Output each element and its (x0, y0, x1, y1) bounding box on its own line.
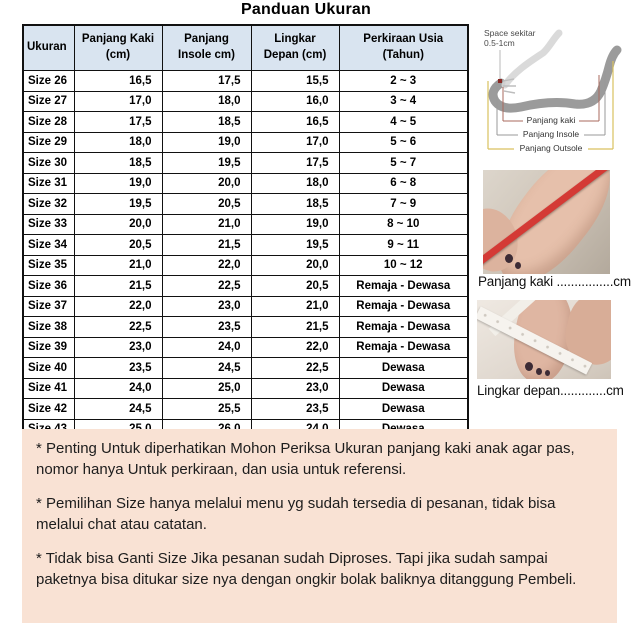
toenail (536, 368, 542, 375)
value-cell: Remaja - Dewasa (339, 296, 468, 317)
value-cell: 17,5 (74, 112, 162, 133)
value-cell: 22,5 (74, 317, 162, 338)
foot-measure-diagram (479, 23, 636, 166)
size-cell: Size 38 (23, 317, 74, 338)
value-cell: 15,5 (251, 71, 339, 92)
size-cell: Size 40 (23, 358, 74, 379)
value-cell: 18,5 (74, 153, 162, 174)
value-cell: 17,5 (162, 71, 251, 92)
size-cell: Size 28 (23, 112, 74, 133)
value-cell: 23,0 (162, 296, 251, 317)
caption-panjang-kaki: Panjang kaki ................cm (478, 274, 631, 289)
size-cell: Size 42 (23, 399, 74, 420)
notes-box (22, 429, 617, 623)
value-cell: 5 ~ 7 (339, 153, 468, 174)
space-note-line1: Space sekitar (484, 28, 536, 38)
size-cell: Size 32 (23, 194, 74, 215)
value-cell: 24,0 (74, 378, 162, 399)
note-paragraph: * Penting Untuk diperhatikan Mohon Periksa Ukuran panjang kaki anak agar pas, nomor hanya Untuk perkiraan, dan usia untuk referensi. (36, 440, 575, 478)
size-cell: Size 41 (23, 378, 74, 399)
value-cell: 18,0 (162, 91, 251, 112)
value-cell: 25,5 (162, 399, 251, 420)
size-cell: Size 39 (23, 337, 74, 358)
value-cell: Dewasa (339, 399, 468, 420)
value-cell: 8 ~ 10 (339, 214, 468, 235)
column-header: Ukuran (23, 25, 74, 71)
value-cell: 16,5 (74, 71, 162, 92)
value-cell: 22,5 (251, 358, 339, 379)
value-cell: 20,0 (162, 173, 251, 194)
value-cell: 21,0 (251, 296, 339, 317)
value-cell: 10 ~ 12 (339, 255, 468, 276)
toe-marker (498, 79, 502, 83)
value-cell: 24,0 (162, 337, 251, 358)
size-table (22, 24, 469, 441)
table-row (23, 235, 468, 256)
toenail (505, 254, 513, 263)
value-cell: 21,5 (162, 235, 251, 256)
value-cell: 22,5 (162, 276, 251, 297)
value-cell: 24,5 (162, 358, 251, 379)
value-cell: 18,0 (74, 132, 162, 153)
table-row (23, 399, 468, 420)
value-cell: Dewasa (339, 378, 468, 399)
toenail (525, 362, 533, 371)
size-cell: Size 34 (23, 235, 74, 256)
value-cell: 19,5 (162, 153, 251, 174)
space-note-line2: 0.5-1cm (484, 38, 515, 48)
value-cell: 4 ~ 5 (339, 112, 468, 133)
table-row (23, 296, 468, 317)
value-cell: 21,5 (74, 276, 162, 297)
size-cell: Size 37 (23, 296, 74, 317)
value-cell: 16,0 (251, 91, 339, 112)
column-header: Panjang Kaki (cm) (74, 25, 162, 71)
size-table-header-row (23, 25, 468, 71)
size-cell: Size 30 (23, 153, 74, 174)
value-cell: 21,0 (162, 214, 251, 235)
page-title: Panduan Ukuran (241, 1, 371, 18)
value-cell: 20,0 (74, 214, 162, 235)
photo-lingkar-depan (477, 300, 611, 379)
value-cell: 20,5 (162, 194, 251, 215)
table-row (23, 255, 468, 276)
toenail (515, 262, 521, 269)
value-cell: 23,5 (162, 317, 251, 338)
value-cell: 16,5 (251, 112, 339, 133)
size-cell: Size 35 (23, 255, 74, 276)
value-cell: 25,0 (162, 378, 251, 399)
value-cell: 23,5 (251, 399, 339, 420)
value-cell: 19,0 (74, 173, 162, 194)
table-row (23, 112, 468, 133)
value-cell: 22,0 (162, 255, 251, 276)
value-cell: 19,5 (251, 235, 339, 256)
column-header: Panjang Insole cm) (162, 25, 251, 71)
size-cell: Size 27 (23, 91, 74, 112)
value-cell: 17,0 (251, 132, 339, 153)
value-cell: 21,5 (251, 317, 339, 338)
size-cell: Size 36 (23, 276, 74, 297)
size-cell: Size 33 (23, 214, 74, 235)
toenail (545, 370, 550, 376)
value-cell: 23,0 (74, 337, 162, 358)
value-cell: 22,0 (74, 296, 162, 317)
photo-panjang-kaki (483, 170, 610, 274)
value-cell: 5 ~ 6 (339, 132, 468, 153)
value-cell: 2 ~ 3 (339, 71, 468, 92)
size-table-body (23, 71, 468, 441)
value-cell: 19,0 (162, 132, 251, 153)
table-row (23, 358, 468, 379)
value-cell: 24,5 (74, 399, 162, 420)
value-cell: Remaja - Dewasa (339, 317, 468, 338)
caption-lingkar-depan: Lingkar depan.............cm (477, 383, 624, 398)
value-cell: 20,5 (251, 276, 339, 297)
value-cell: 17,5 (251, 153, 339, 174)
value-cell: 21,0 (74, 255, 162, 276)
label-panjang-kaki: Panjang kaki (526, 115, 576, 125)
size-cell: Size 29 (23, 132, 74, 153)
table-row (23, 71, 468, 92)
value-cell: 9 ~ 11 (339, 235, 468, 256)
size-cell: Size 31 (23, 173, 74, 194)
value-cell: Remaja - Dewasa (339, 276, 468, 297)
value-cell: 18,5 (251, 194, 339, 215)
value-cell: 19,5 (74, 194, 162, 215)
column-header: Lingkar Depan (cm) (251, 25, 339, 71)
table-row (23, 317, 468, 338)
value-cell: 6 ~ 8 (339, 173, 468, 194)
table-row (23, 173, 468, 194)
value-cell: Dewasa (339, 358, 468, 379)
value-cell: 19,0 (251, 214, 339, 235)
note-paragraph: * Tidak bisa Ganti Size Jika pesanan sudah Diproses. Tapi jika sudah sampai paketnya bisa ditukar size nya dengan ongkir bolak baliknya ditanggung Pembeli. (36, 550, 577, 588)
value-cell: 3 ~ 4 (339, 91, 468, 112)
value-cell: 7 ~ 9 (339, 194, 468, 215)
table-row (23, 214, 468, 235)
table-row (23, 153, 468, 174)
table-row (23, 194, 468, 215)
value-cell: 18,0 (251, 173, 339, 194)
value-cell: 22,0 (251, 337, 339, 358)
value-cell: 20,5 (74, 235, 162, 256)
value-cell: Remaja - Dewasa (339, 337, 468, 358)
note-paragraph: * Pemilihan Size hanya melalui menu yg sudah tersedia di pesanan, tidak bisa melalui chat atau catatan. (36, 495, 556, 533)
value-cell: 17,0 (74, 91, 162, 112)
value-cell: 18,5 (162, 112, 251, 133)
table-row (23, 276, 468, 297)
table-row (23, 378, 468, 399)
table-row (23, 91, 468, 112)
table-row (23, 132, 468, 153)
value-cell: 23,0 (251, 378, 339, 399)
label-panjang-outsole: Panjang Outsole (519, 143, 583, 153)
value-cell: 20,0 (251, 255, 339, 276)
label-panjang-insole: Panjang Insole (522, 129, 580, 139)
size-cell: Size 26 (23, 71, 74, 92)
value-cell: 23,5 (74, 358, 162, 379)
column-header: Perkiraan Usia (Tahun) (339, 25, 468, 71)
table-row (23, 337, 468, 358)
